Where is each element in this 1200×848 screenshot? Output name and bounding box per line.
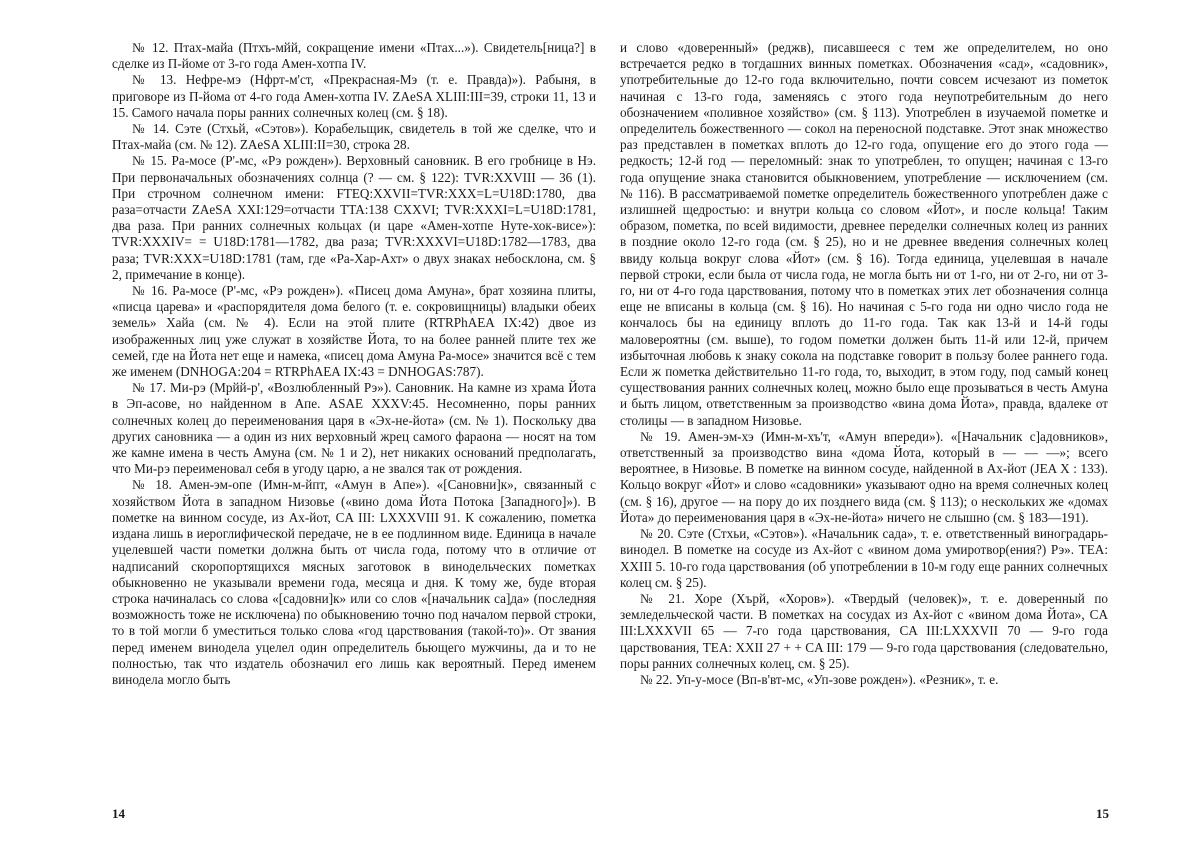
page-number-left: 14 [112,806,125,821]
entry-20: № 20. Сэте (Стхьи, «Сэтов»). «Начальник сада», т. е. ответственный виноградарь-винодел. В пометке на сосуде из Ах-йот с «вином дома умиротвор(ения?) Рэ». TEA: XXIII 5. 10-го года царствования (об употреблении в 10-м году еще ранних солнечных колец см. § 25). [620,526,1108,590]
left-page [112,40,596,688]
entry-22: № 22. Уп-у-мосе (Вп-в'вт-мс, «Уп-зове рожден»). «Резник», т. е. [640,671,999,687]
entry-12: № 12. Птах-майа (Птхъ-мйй, сокращение имени «Птах...»). Свидетель[ница?] в сделке из П-йоме от 3-го года Амен-хотпа IV. [112,40,596,72]
entry-14: № 14. Сэте (Стхьй, «Сэтов»). Корабельщик, свидетель в той же сделке, что и Птах-майа (см. № 12). ZAeSA XLIII:II=30, строка 28. [112,121,596,153]
entry-18: № 18. Амен-эм-опе (Имн-м-йпт, «Амун в Апе»). «[Сановни]к», связанный с хозяйством Йота в западном Низовье («вино дома Йота Потока [Западного]»). В пометке на винном сосуде, из Ах-йот, CA III: LXXXVIII 91. К сожалению, пометка издана лишь в иероглифической передаче, не в ее подлинном виде. Единица в начале уцелевшей части пометки должна быть от числа года, потому что в отличие от надписаний скоропортящихся мясных заготовок в винодельческих пометках обыкновенно не указывали времени года, месяца и дня. К тому же, буде вторая строка начиналась со слова «[садовни]к» или со слов «[начальник са]да» (последняя возможность тоже не исключена) по обыкновению точно под началом первой строки, то в той могли б уместиться только слова «год царствования (такой-то)». От звания перед именем винодела уцелел один определитель бьющего мужчины, да и то не полностью, так что издатель обозначил его лишь как вероятный. Перед именем винодела могло быть [112,477,596,687]
page-number-right: 15 [1096,806,1109,821]
entry-19: № 19. Амен-эм-хэ (Имн-м-хъ'т, «Амун впереди»). «[Начальник с]адовников», ответственный за производство вина «дома Йота, который в — — —»; всего вероятнее, в Низовье. В пометке на винном сосуде, найденной в Ах-йот (JEA X : 133). Кольцо вокруг «Йот» и слово «садовники» указывают одно на время солнечных колец (см. § 16), другое — на пору до их позднего вида (см. § 113); о нескольких же «домах Йота» до переименования царя в «Эх-не-йота» ничего не слышно (см. § 183—191). [620,428,1108,525]
right-page [620,40,1108,688]
entry-13: № 13. Нефре-мэ (Нфрт-м'ст, «Прекрасная-Мэ (т. е. Правда)»). Рабыня, в приговоре из П-йома от 4-го года Амен-хотпа IV. ZAeSA XLIII:III=39, строки 11, 13 и 15. Самого начала поры ранних солнечных колец (см. § 18). [112,72,596,120]
entry-18-continued: и слово «доверенный» (реджв), писавшееся с тем же определителем, но оно встречается редко в тогдашних винных пометках. Обозначения «сад», «садовник», употребительные до 12-го года включительно, почти совсем исчезают из пометок начиная с 13-го года, заменяясь с этого года неупотребительным до него обозначением «поливное хозяйство» (см. § 113). Употреблен в изучаемой пометке и определитель божественного — сокол на переносной подставке. Этот знак множество раз представлен в пометках вплоть до 12-го года, опущение его до этого года — редкость; 12-й год — переломный: знак то употреблен, то опущен; начиная с 13-го года опущение знака становится обыкновением, употребление — исключением (см. № 116). В рассматриваемой пометке определитель божественного употреблен даже с излишней щедростью: и внутри кольца со словом «Йот», и после кольца! Таким образом, пометка, по всей видимости, древнее переделки солнечных колец из ранних в поздние около 12-го года (см. § 25), но и не древнее введения солнечных колец ввиду кольца вокруг слова «Йот» (см. § 16). Тогда единица, уцелевшая в начале первой строки, если была от числа года, не могла быть ни от 1-го, ни от 2-го, ни от 3-го, ни от 4-го года царствования, потому что в пометках этих лет обозначения солнца еще не вписаны в кольца (см. § 16). Но начиная с 5-го года ни одно число года не кончалось бы на единицу вплоть до 11-го года. Так как 13-й и 14-й годы маловероятны (см. выше), то годом пометки должен быть 11-й или 12-й, причем избыточная любовь к знаку сокола на подставке говорит в пользу более раннего года. Если ж пометка действительно 11-го года, то, выходит, в этом году, под самый конец существования ранних солнечных колец, можно было еще прозываться в честь Амуна и быть лицом, ответственным за производство «вина дома Йота», правда, вдалеке от столицы — в западном Низовье. [620,40,1108,428]
entry-21: № 21. Хоре (Хърй, «Хоров»). «Твердый (человек)», т. е. доверенный по земледельческой части. В пометках на сосудах из Ах-йот с «вином дома Йота», CA III:LXXXVII 65 — 7-го года царствования, CA III:LXXXVII 70 — 9-го года царствования, TEA: XXII 27 + + CA III: 179 — 9-го года царствования (следовательно, поры ранних солнечных колец, см. § 25). [620,590,1108,671]
entry-16: № 16. Ра-мосе (Р'-мс, «Рэ рожден»). «Писец дома Амуна», брат хозяина плиты, «писца царева» и «распорядителя дома белого (т. е. сокровищницы) владыки обеих земель» Хайа (см. № 4). Если на этой плите (RTRPhAEA IX:42) двое из изображенных лиц уже служат в хозяйстве Йота, то на более ранней плите тех же семей, где на Йота нет еще и намека, «писец дома Амуна Ра-мосе» значится всё с тем же именем (DNHOGA:204 = RTRPhAEA IX:43 = DNHOGAS:787). [112,283,596,380]
entry-17: № 17. Ми-рэ (Мрйй-р', «Возлюбленный Рэ»). Сановник. На камне из храма Йота в Эп-асове, но найденном в Апе. ASAE XXXV:45. Несомненно, поры ранних солнечных колец до переименования царя в «Эх-не-йота» (см. № 1). Поскольку два других сановника — а один из них верховный жрец самого фараона — носят на том же камне имена в честь Амуна (см. № 1 и 2), нет никаких оснований предполагать, что Ми-рэ переименовал себя в угоду царю, а не звался так от рождения. [112,380,596,477]
entry-15: № 15. Ра-мосе (Р'-мс, «Рэ рожден»). Верховный сановник. В его гробнице в Нэ. При первоначальных обозначениях солнца (? — см. § 122): TVR:XXVIII — 36 (1). При строчном солнечном имени: FTEQ:XXVII=TVR:XXX=L=U18D:1780, два раза=отчасти ZAeSA XXI:129=отчасти TTA:138 CXXVI; TVR:XXXI=L=U18D:1781, два раза. При ранних солнечных кольцах (и царе «Амен-хотпе Нуте-хок-висе»): TVR:XXXIV= = U18D:1781—1782, два раза; TVR:XXXVI=U18D:1782—1783, два раза; TVR:XXX=U18D:1781 (там, где «Ра-Хар-Ахт» о двух знаках небосклона, см. § 2, примечание в конце). [112,153,596,282]
